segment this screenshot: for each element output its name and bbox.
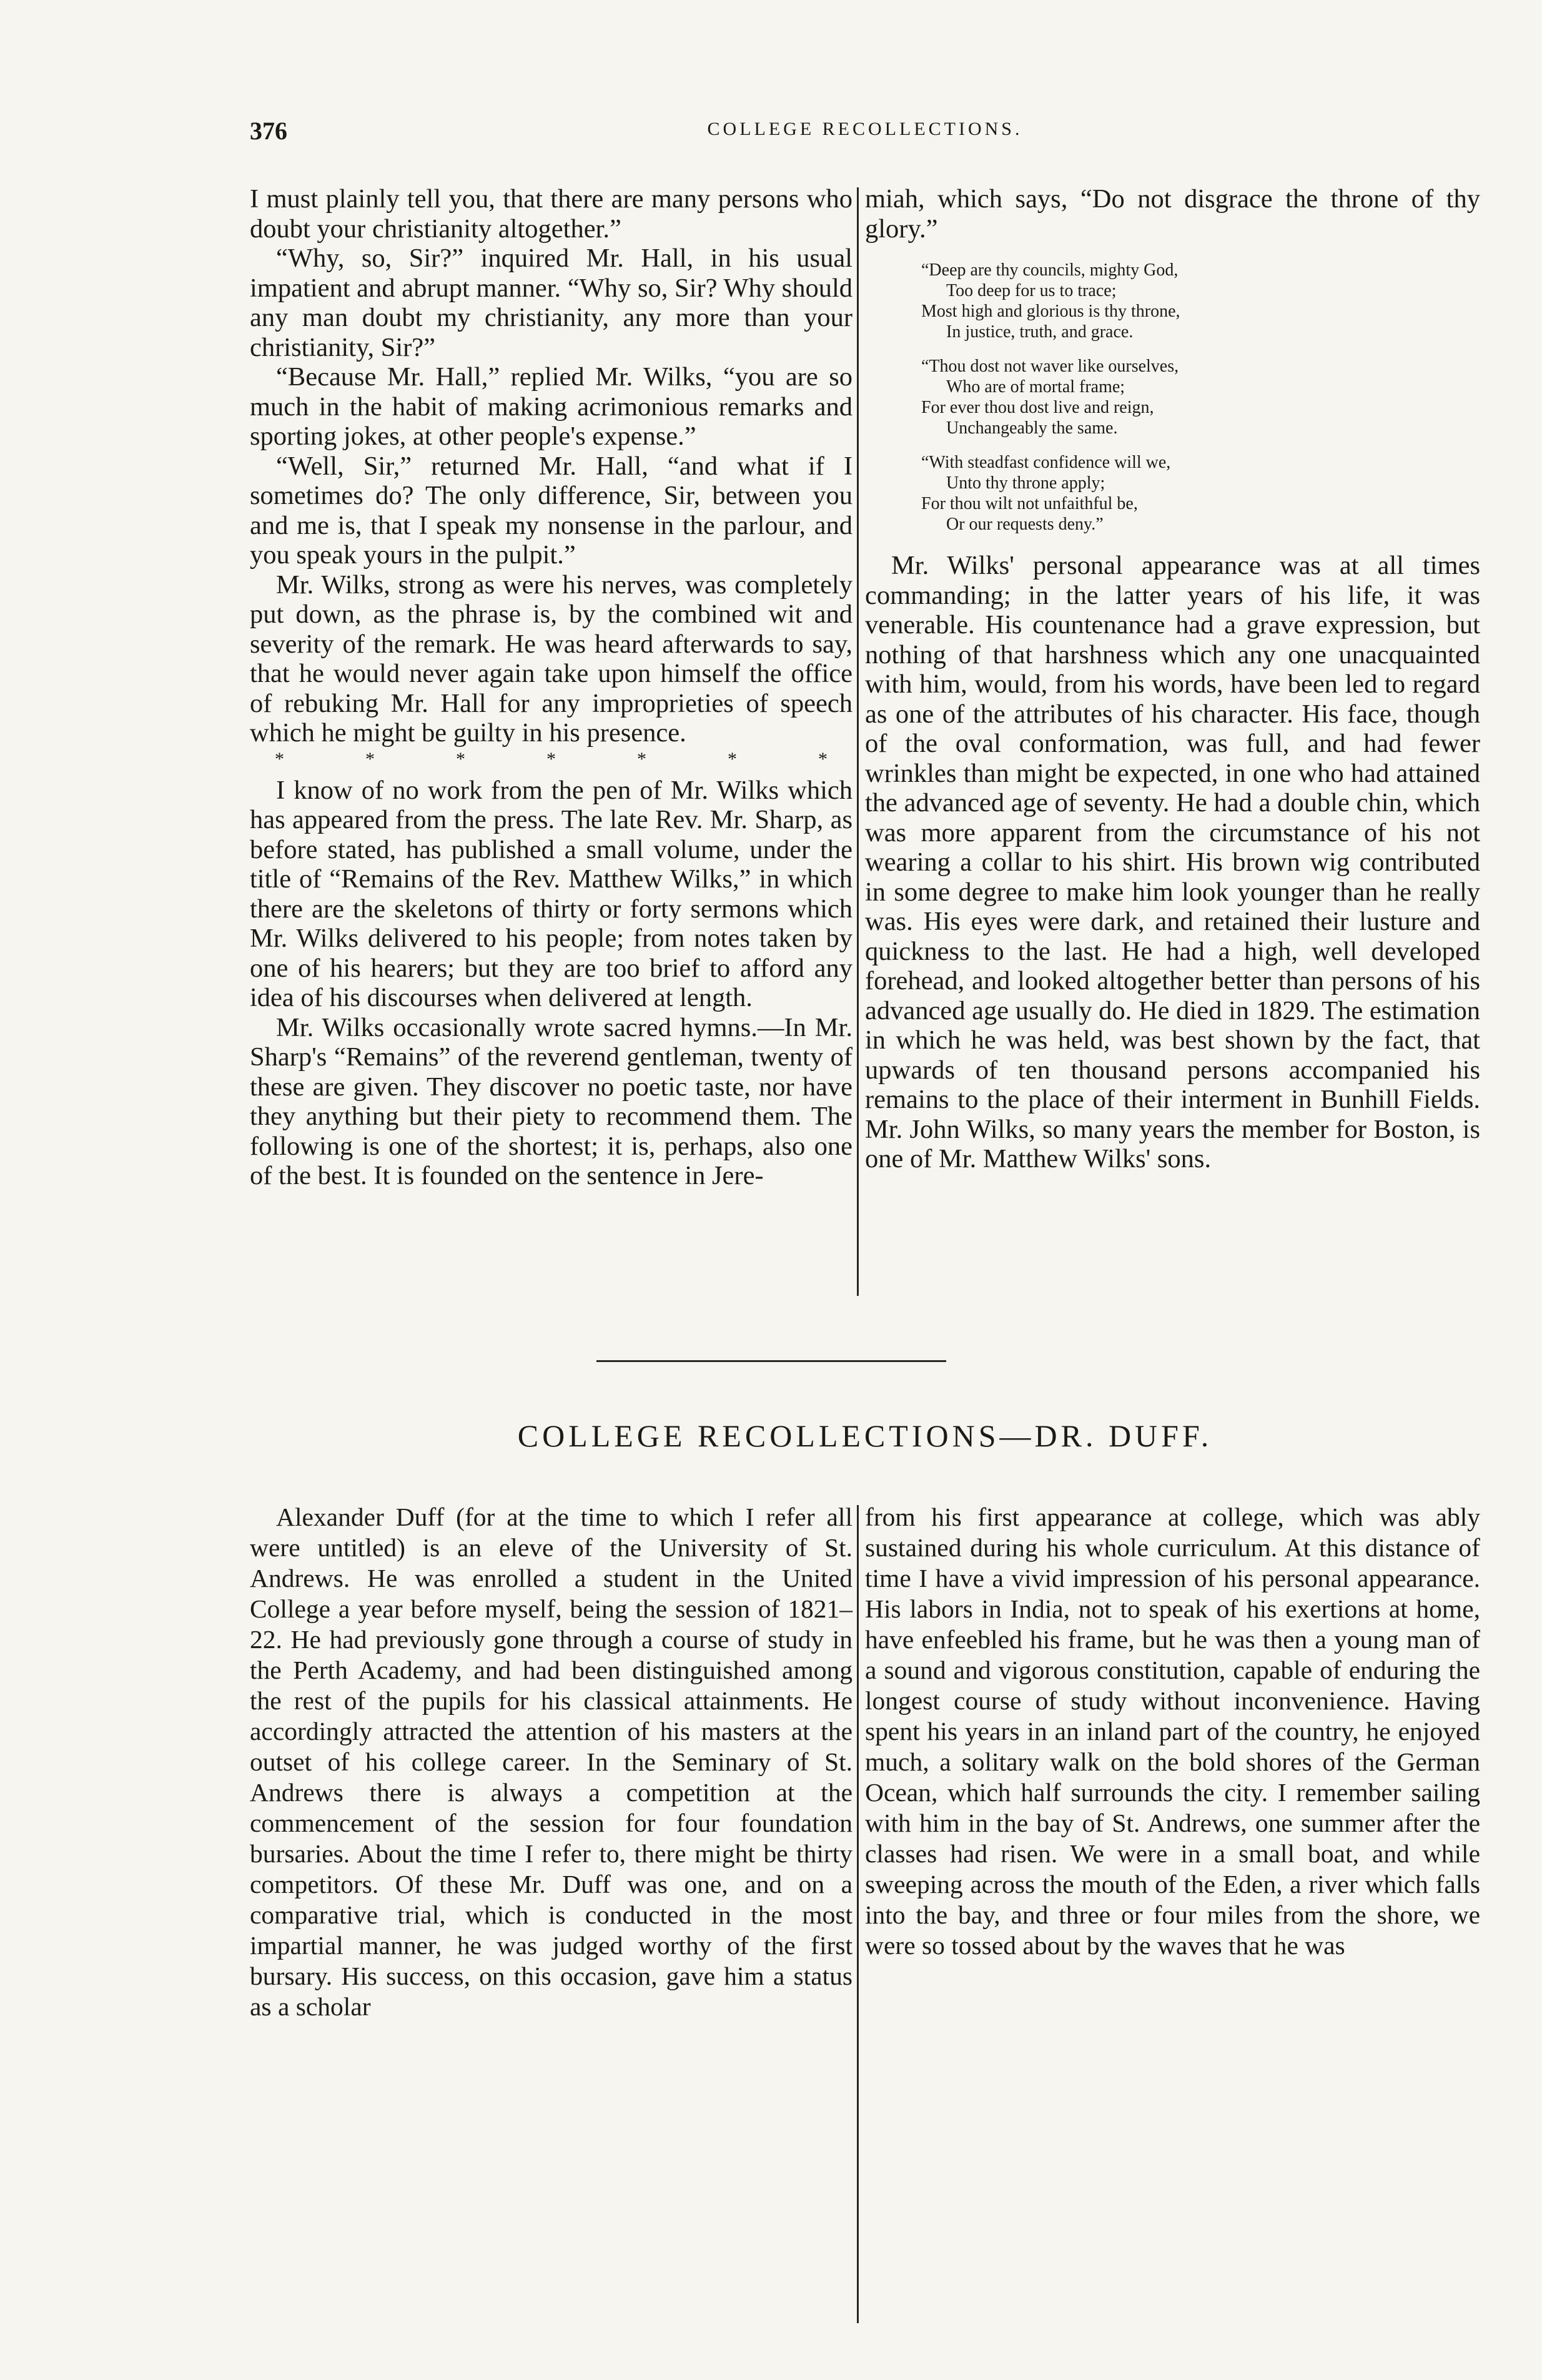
hymn-line: “Thou dost not waver like ourselves, (921, 357, 1179, 376)
paragraph: “Because Mr. Hall,” replied Mr. Wilks, “you are so much in the habit of making acrimonious remarks and sporting jokes, at other people's expense.” (250, 362, 853, 451)
running-head (250, 116, 1480, 147)
hymn-stanza (865, 260, 1480, 342)
hymn-stanza (865, 452, 1480, 535)
section-rule (596, 1360, 946, 1362)
paragraph: Mr. Wilks occasionally wrote sacred hymns.—In Mr. Sharp's “Remains” of the reverend gentleman, twenty of these are given. They discover no poetic taste, nor have they anything but their piety to recommend them. The following is one of the shortest; it is, perhaps, also one of the best. It is founded on the sentence in Jere- (250, 1012, 853, 1190)
asterisk-ornament: * (728, 748, 737, 769)
hymn-line: Or our requests deny.” (946, 515, 1104, 534)
asterisk-ornament: * (456, 748, 465, 769)
hymn-line: “With steadfast confidence will we, (921, 453, 1171, 472)
bottom-left-column (250, 1502, 853, 2022)
asterisk-ornament: * (275, 748, 284, 769)
hymn-line: Unto thy throne apply; (946, 473, 1105, 493)
paragraph: I must plainly tell you, that there are many persons who doubt your christianity altogether.” (250, 184, 853, 244)
paragraph: “Well, Sir,” returned Mr. Hall, “and what if I sometimes do? The only difference, Sir, between you and me is, that I speak my nonsense in the parlour, and you speak yours in the pulpit.” (250, 451, 853, 570)
top-left-column (250, 184, 853, 1191)
paragraph: Mr. Wilks' personal appearance was at all times commanding; in the latter years of his life, it was venerable. His countenance had a grave expression, but nothing of that harshness which any one unacquainted with him, would, from his words, have been led to regard as one of the attributes of his character. His face, though of the oval conformation, was full, and had fewer wrinkles than might be expected, in one who had attained the advanced age of seventy. He had a double chin, which was more apparent from the circumstance of his not wearing a collar to his shirt. His brown wig contributed in some degree to make him look younger than he really was. His eyes were dark, and retained their lusture and quickness to the last. He had a high, well developed forehead, and looked altogether better than persons of his advanced age usually do. He died in 1829. The estimation in which he was held, was best shown by the fact, that upwards of ten thousand persons accompanied his remains to the place of their interment in Bunhill Fields. Mr. John Wilks, so many years the member for Boston, is one of Mr. Matthew Wilks' sons. (865, 551, 1480, 1173)
column-divider (857, 187, 859, 1296)
hymn-line: In justice, truth, and grace. (946, 322, 1134, 342)
paragraph: I know of no work from the pen of Mr. Wilks which has appeared from the press. The late Rev. Mr. Sharp, as before stated, has published a small volume, under the title of “Remains of the Rev. Matthew Wilks,” in which there are the skeletons of thirty or forty sermons which Mr. Wilks delivered to his people; from notes taken by one of his hearers; but they are too brief to afford any idea of his discourses when delivered at length. (250, 775, 853, 1012)
running-title: COLLEGE RECOLLECTIONS. (707, 119, 1023, 139)
paragraph: Alexander Duff (for at the time to which I refer all were untitled) is an eleve of the University of St. Andrews. He was enrolled a student in the United College a year before myself, being the session of 1821–22. He had previously gone through a course of study in the Perth Academy, and had been distinguished among the rest of the pupils for his classical attainments. He accordingly attracted the attention of his masters at the outset of his college career. In the Seminary of St. Andrews there is always a competition at the commencement of the session for four foundation bursaries. About the time I refer to, there might be thirty competitors. Of these Mr. Duff was one, and on a comparative trial, which is conducted in the most impartial manner, he was judged worthy of the first bursary. His success, on this occasion, gave him a status as a scholar (250, 1503, 853, 2021)
hymn-line: For ever thou dost live and reign, (921, 398, 1154, 417)
paragraph: “Why, so, Sir?” inquired Mr. Hall, in his usual impatient and abrupt manner. “Why so, Sir? Why should any man doubt my christianity, any more than your christianity, Sir?” (250, 244, 853, 362)
asterisk-ornament: * (818, 748, 828, 769)
paragraph: miah, which says, “Do not disgrace the throne of thy glory.” (865, 184, 1480, 244)
asterisk-ornament: * (365, 748, 375, 769)
paragraph: from his first appearance at college, which was ably sustained during his whole curriculum. At this distance of time I have a vivid impression of his personal appearance. His labors in India, not to speak of his exertions at home, have enfeebled his frame, but he was then a young man of a sound and vigorous constitution, capable of enduring the longest course of study without inconvenience. Having spent his years in an inland part of the country, he enjoyed much, a solitary walk on the bold shores of the German Ocean, which half surrounds the city. I remember sailing with him in the bay of St. Andrews, one summer after the classes had risen. We were in a small boat, and while sweeping across the mouth of the Eden, a river which falls into the bay, and three or four miles from the shore, we were so tossed about by the waves that he was (865, 1503, 1480, 1960)
hymn-line: “Deep are thy councils, mighty God, (921, 260, 1179, 280)
section-break-ornaments (250, 748, 853, 771)
hymn-line: For thou wilt not unfaithful be, (921, 494, 1138, 513)
hymn-line: Unchangeably the same. (946, 418, 1118, 438)
top-right-column (865, 184, 1480, 1174)
page-number: 376 (250, 117, 287, 145)
hymn (865, 260, 1480, 535)
hymn-line: Who are of mortal frame; (946, 377, 1125, 397)
hymn-line: Too deep for us to trace; (946, 281, 1117, 300)
bottom-right-column (865, 1502, 1480, 1961)
asterisk-ornament: * (637, 748, 646, 769)
hymn-line: Most high and glorious is thy throne, (921, 302, 1180, 321)
section-heading: COLLEGE RECOLLECTIONS—DR. DUFF. (517, 1418, 1213, 1453)
hymn-stanza (865, 356, 1480, 438)
asterisk-ornament: * (546, 748, 556, 769)
column-divider (857, 1505, 859, 2323)
paragraph: Mr. Wilks, strong as were his nerves, was completely put down, as the phrase is, by the combined wit and severity of the remark. He was heard afterwards to say, that he would never again take upon himself the office of rebuking Mr. Hall for any improprieties of speech which he might be guilty in his presence. (250, 570, 853, 748)
